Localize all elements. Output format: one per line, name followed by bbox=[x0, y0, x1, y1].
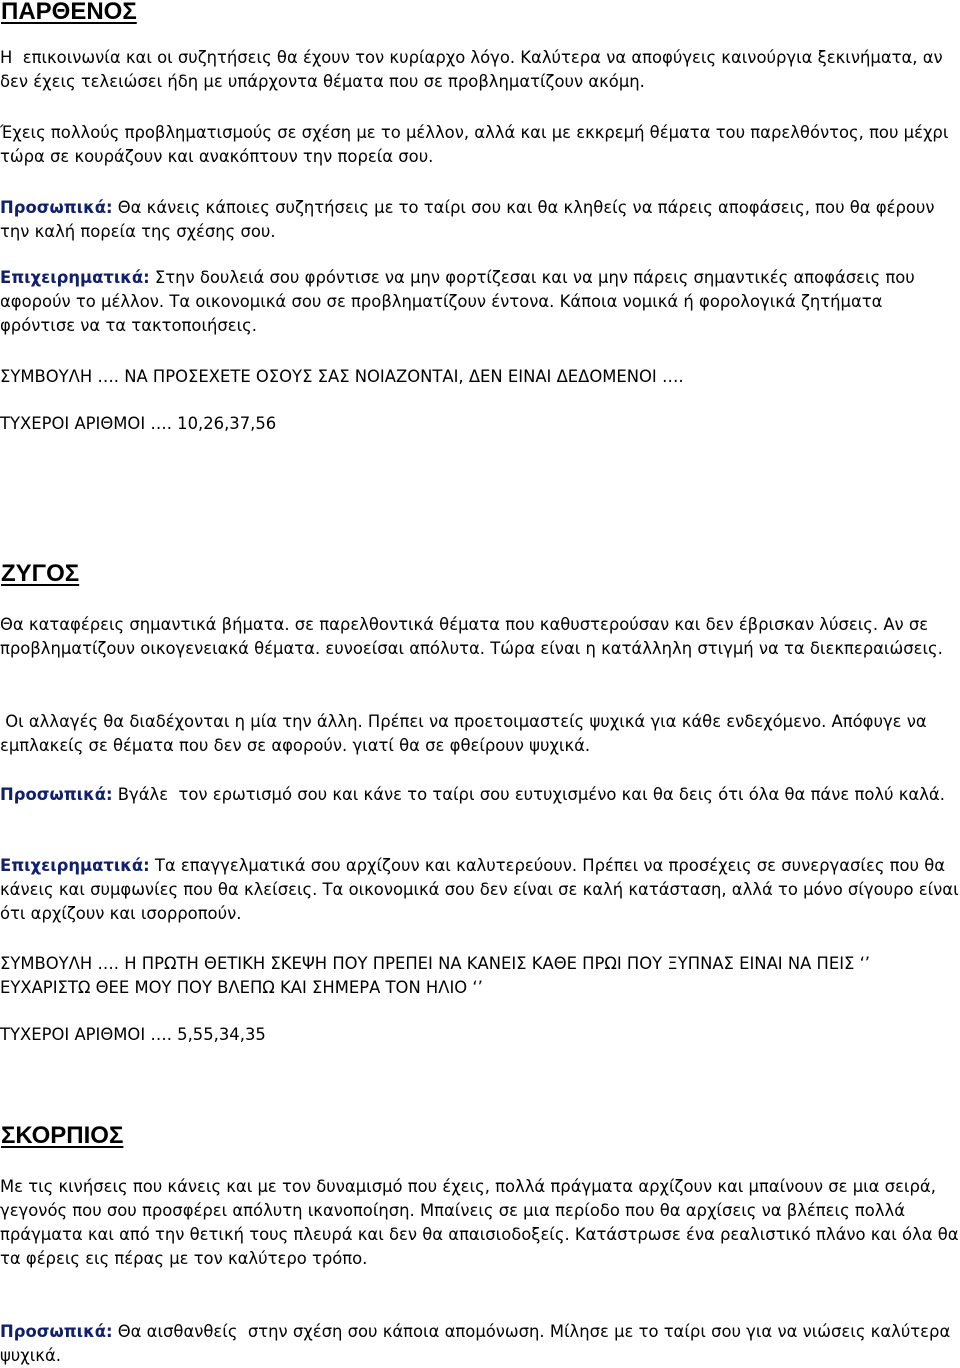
personal-text: Βγάλε τον ερωτισμό σου και κάνε το ταίρι σου ευτυχισμένο και θα δεις ότι όλα θα πάνε πολύ καλά. bbox=[112, 785, 945, 804]
personal-paragraph bbox=[0, 783, 960, 807]
advice-line: ΣΥΜΒΟΥΛΗ …. Η ΠΡΩΤΗ ΘΕΤΙΚΗ ΣΚΕΨΗ ΠΟΥ ΠΡΕΠΕΙ ΝΑ ΚΑΝΕΙΣ ΚΑΘΕ ΠΡΩΙ ΠΟΥ ΞΥΠΝΑΣ ΕΙΝΑΙ ΝΑ ΠΕΙΣ ‘’ ΕΥΧΑΡΙΣΤΩ ΘΕΕ ΜΟΥ ΠΟΥ ΒΛΕΠΩ ΚΑΙ ΣΗΜΕΡΑ ΤΟΝ ΗΛΙΟ ‘’ bbox=[0, 954, 876, 997]
personal-text: Θα αισθανθείς στην σχέση σου κάποια απομόνωση. Μίλησε με το ταίρι σου για να νιώσεις καλύτερα ψυχικά. bbox=[0, 1322, 956, 1365]
business-label: Επιχειρηματικά: bbox=[0, 856, 150, 875]
business-text: Τα επαγγελματικά σου αρχίζουν και καλυτερεύουν. Πρέπει να προσέχεις σε συνεργασίες που θα κάνεις και συμφωνίες που θα κλείσεις. Τα οικονομικά σου δεν είναι σε καλή κατάσταση, αλλά το μόνο σίγουρο είναι ότι αρχίζουν και ισορροπούν. bbox=[0, 856, 959, 923]
intro-paragraph: Οι αλλαγές θα διαδέχονται η μία την άλλη. Πρέπει να προετοιμαστείς ψυχικά για κάθε ενδεχόμενο. Απόφυγε να εμπλακείς σε θέματα που δεν σε αφορούν. γιατί θα σε φθείρουν ψυχικά. bbox=[0, 712, 932, 755]
personal-text: Θα κάνεις κάποιες συζητήσεις με το ταίρι σου και θα κληθείς να πάρεις αποφάσεις, που θα φέρουν την καλή πορεία της σχέσης σου. bbox=[0, 198, 940, 241]
personal-label: Προσωπικά: bbox=[0, 785, 113, 804]
business-paragraph bbox=[0, 266, 960, 338]
sign-title: ΠΑΡΘΕΝΟΣ bbox=[1, 0, 137, 25]
business-label: Επιχειρηματικά: bbox=[0, 268, 150, 287]
personal-paragraph bbox=[0, 1320, 960, 1368]
lucky-numbers: ΤΥΧΕΡΟΙ ΑΡΙΘΜΟΙ …. 10,26,37,56 bbox=[0, 414, 277, 433]
business-paragraph bbox=[0, 854, 960, 926]
sign-title: ΖΥΓΟΣ bbox=[1, 560, 80, 587]
personal-label: Προσωπικά: bbox=[0, 1322, 113, 1341]
intro-paragraph: Θα καταφέρεις σημαντικά βήματα. σε παρελθοντικά θέματα που καθυστερούσαν και δεν έβρισκαν λύσεις. Αν σε προβληματίζουν οικογενειακά θέματα. ευνοείσαι απόλυτα. Τώρα είναι η κατάλληλη στιγμή να τα διεκπεραιώσεις. bbox=[0, 615, 943, 658]
intro-paragraph: Έχεις πολλούς προβληματισμούς σε σχέση με το μέλλον, αλλά και με εκκρεμή θέματα του παρελθόντος, που μέχρι τώρα σε κουράζουν και ανακόπτουν την πορεία σου. bbox=[0, 123, 954, 166]
intro-paragraph: Η επικοινωνία και οι συζητήσεις θα έχουν τον κυρίαρχο λόγο. Καλύτερα να αποφύγεις καινούργια ξεκινήματα, αν δεν έχεις τελειώσει ήδη με υπάρχοντα θέματα που σε προβληματίζουν ακόμη. bbox=[0, 48, 948, 91]
advice-line: ΣΥΜΒΟΥΛΗ …. ΝΑ ΠΡΟΣΕΧΕΤΕ ΟΣΟΥΣ ΣΑΣ ΝΟΙΑΖΟΝΤΑΙ, ΔΕΝ ΕΙΝΑΙ ΔΕΔΟΜΕΝΟΙ …. bbox=[0, 367, 684, 386]
personal-paragraph bbox=[0, 196, 960, 244]
intro-paragraph: Με τις κινήσεις που κάνεις και με τον δυναμισμό που έχεις, πολλά πράγματα αρχίζουν και μπαίνουν σε μια σειρά, γεγονός που σου προσφέρει απόλυτη ικανοποίηση. Μπαίνεις σε μια περίοδο που θα αρχίσεις να βλέπεις πολλά πράγματα και από την θετική τους πλευρά και δεν θα απαισιοδοξείς. Κατάστρωσε ένα ρεαλιστικό πλάνο και όλα θα τα φέρεις εις πέρας με τον καλύτερο τρόπο. bbox=[0, 1177, 959, 1268]
personal-label: Προσωπικά: bbox=[0, 198, 113, 217]
sign-title: ΣΚΟΡΠΙΟΣ bbox=[1, 1122, 124, 1149]
business-text: Στην δουλειά σου φρόντισε να μην φορτίζεσαι και να μην πάρεις σημαντικές αποφάσεις που αφορούν το μέλλον. Τα οικονομικά σου σε προβληματίζουν έντονα. Κάποια νομικά ή φορολογικά ζητήματα φρόντισε να τα τακτοποιήσεις. bbox=[0, 268, 920, 335]
lucky-numbers: ΤΥΧΕΡΟΙ ΑΡΙΘΜΟΙ …. 5,55,34,35 bbox=[0, 1025, 266, 1044]
